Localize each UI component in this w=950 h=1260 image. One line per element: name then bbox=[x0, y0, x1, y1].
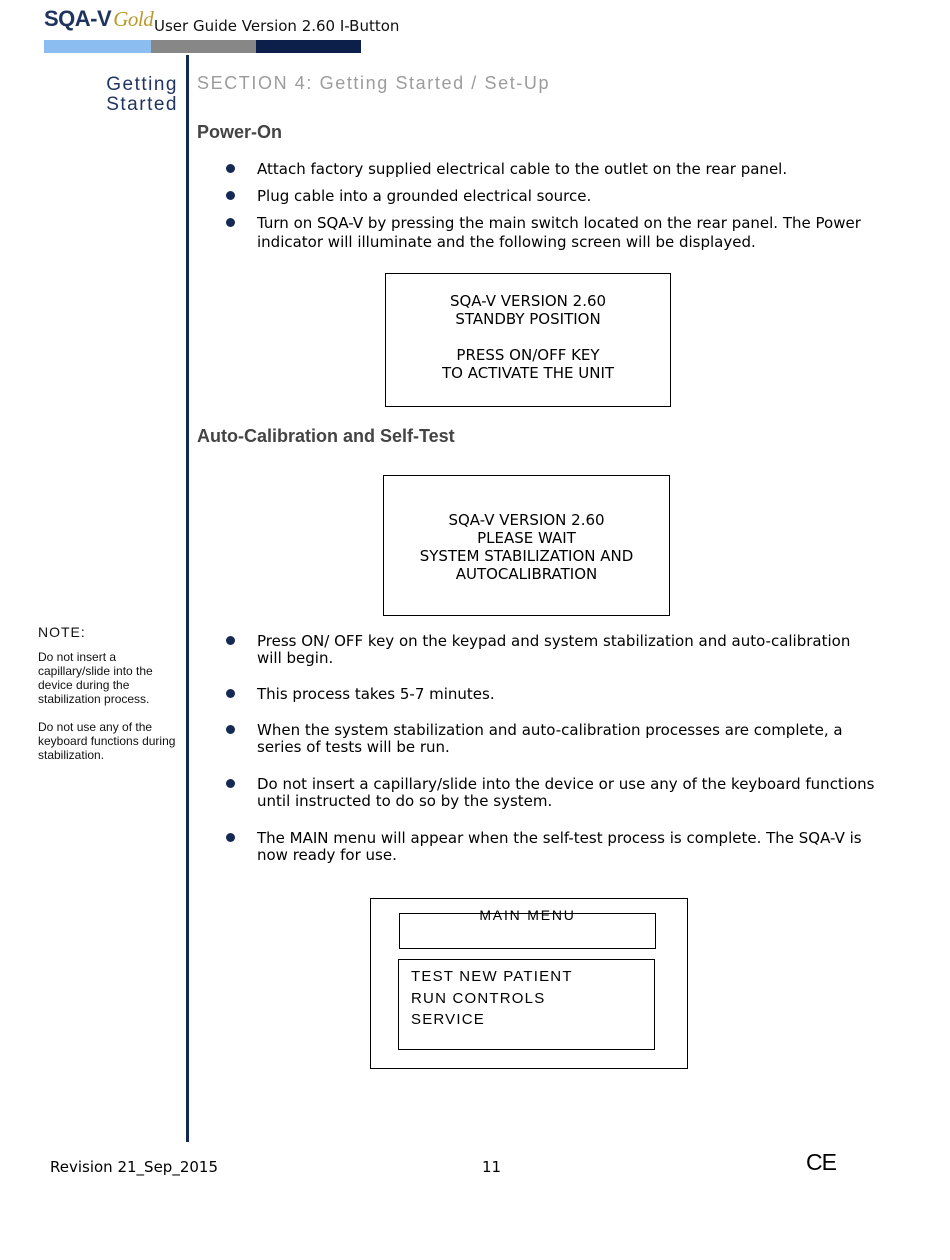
header-bar-navy bbox=[256, 40, 361, 53]
note-text: Do not insert a capillary/slide into the device during the stabilization process. bbox=[38, 650, 153, 706]
standby-screen-display bbox=[385, 273, 671, 407]
screen-line: SQA-V VERSION 2.60 bbox=[448, 511, 605, 529]
logo-main-text: SQA-V bbox=[44, 6, 112, 31]
power-on-heading: Power-On bbox=[197, 122, 283, 142]
menu-item-test-new-patient: TEST NEW PATIENT bbox=[411, 968, 573, 985]
screen-line: SYSTEM STABILIZATION AND bbox=[419, 547, 634, 565]
bullet-icon bbox=[226, 218, 235, 227]
sidebar-title-line1: Getting bbox=[106, 74, 178, 95]
header-bar-light-blue bbox=[44, 40, 151, 53]
vertical-divider bbox=[186, 55, 189, 1142]
main-menu-title: MAIN MENU bbox=[479, 907, 576, 923]
calibration-screen-display bbox=[383, 475, 670, 616]
sidebar-title-line2: Started bbox=[106, 94, 178, 115]
logo-script-text: Gold bbox=[113, 7, 154, 31]
ce-mark-icon: CE bbox=[806, 1149, 836, 1175]
list-item-text: The MAIN menu will appear when the self-test process is complete. The SQA-V is now ready for use. bbox=[257, 829, 862, 864]
bullet-icon bbox=[226, 164, 235, 173]
autocal-heading: Auto-Calibration and Self-Test bbox=[197, 426, 455, 446]
note-text: Do not use any of the keyboard functions during stabilization. bbox=[38, 720, 176, 762]
list-item-text: Plug cable into a grounded electrical source. bbox=[257, 187, 592, 205]
bullet-icon bbox=[226, 779, 235, 788]
list-item-text: Press ON/ OFF key on the keypad and system stabilization and auto-calibration will begin. bbox=[257, 632, 851, 667]
screen-line: SQA-V VERSION 2.60 bbox=[449, 292, 607, 310]
screen-line: AUTOCALIBRATION bbox=[455, 565, 598, 583]
revision-text: Revision 21_Sep_2015 bbox=[50, 1158, 218, 1176]
note-label: NOTE: bbox=[38, 624, 86, 640]
section-title: SECTION 4: Getting Started / Set-Up bbox=[197, 73, 551, 93]
header-bar-gray bbox=[151, 40, 256, 53]
bullet-icon bbox=[226, 725, 235, 734]
bullet-icon bbox=[226, 689, 235, 698]
bullet-icon bbox=[226, 191, 235, 200]
menu-item-run-controls: RUN CONTROLS bbox=[411, 990, 546, 1007]
screen-line: PLEASE WAIT bbox=[477, 529, 576, 547]
bullet-icon bbox=[226, 636, 235, 645]
list-item-text: Attach factory supplied electrical cable to the outlet on the rear panel. bbox=[257, 160, 788, 178]
list-item-text: This process takes 5-7 minutes. bbox=[257, 685, 495, 703]
document-title: User Guide Version 2.60 I-Button bbox=[154, 17, 400, 35]
menu-item-service: SERVICE bbox=[411, 1011, 485, 1028]
list-item-text: Turn on SQA-V by pressing the main switch located on the rear panel. The Power indicator will illuminate and the following screen will be displayed. bbox=[257, 214, 861, 251]
screen-line: STANDBY POSITION bbox=[455, 310, 601, 328]
screen-line: TO ACTIVATE THE UNIT bbox=[441, 364, 615, 382]
sidebar-chapter-title bbox=[28, 75, 178, 115]
list-item-text: When the system stabilization and auto-calibration processes are complete, a series of tests will be run. bbox=[257, 721, 843, 756]
bullet-icon bbox=[226, 833, 235, 842]
page-number: 11 bbox=[482, 1158, 502, 1176]
list-item-text: Do not insert a capillary/slide into the device or use any of the keyboard functions until instructed to do so by the system. bbox=[257, 775, 875, 810]
sqa-v-gold-logo bbox=[44, 6, 152, 36]
screen-line: PRESS ON/OFF KEY bbox=[456, 346, 600, 364]
